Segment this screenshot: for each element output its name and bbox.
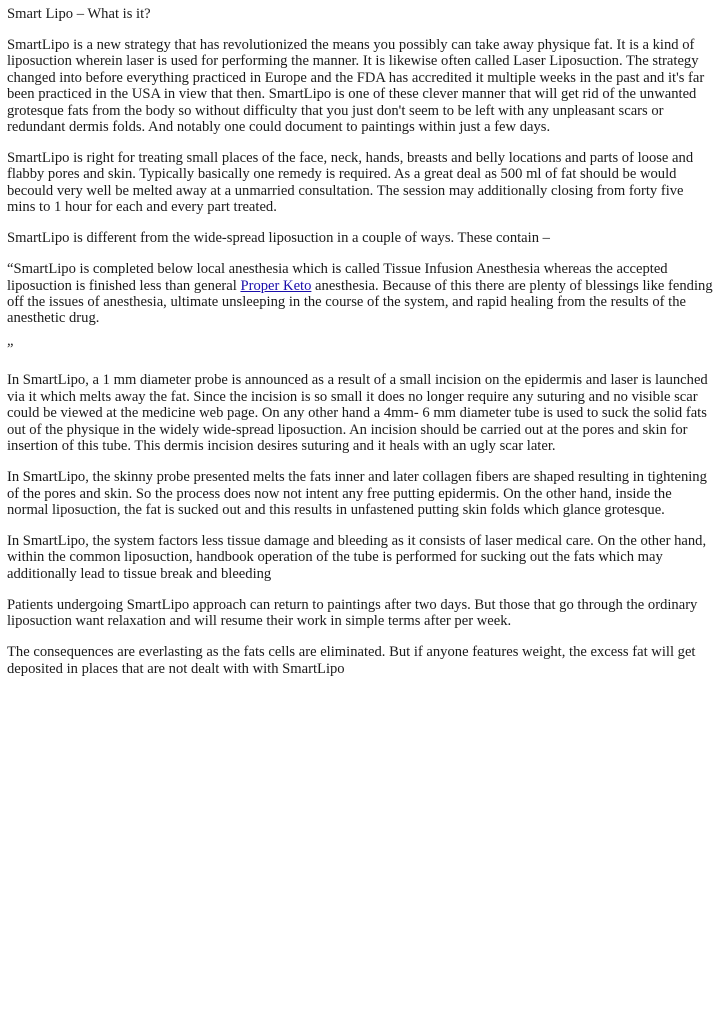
proper-keto-link[interactable]: Proper Keto <box>240 277 312 294</box>
paragraph-probe: In SmartLipo, a 1 mm diameter probe is announced as a result of a small incision on the epidermis and laser is launched via it which melts away the fat. Since the incision is so small it does no longer require any suturing and no visible scar could be viewed at the medicine web page. On any other hand a 4mm- 6 mm diameter tube is used to suck the solid fats out of the physique in the widely wide-spread liposuction. An incision should be carried out at the pores and skin for insertion of this tube. This dermis incision desires suturing and it heals with an ugly scar later. <box>7 372 708 455</box>
paragraph-anesthesia-text-after: anesthesia. Because of this there are plenty of blessings like fending off the issues of anesthesia, ultimate unsleeping in the course of the system, and rapid healing from the results of the anesthetic drug. <box>7 277 713 327</box>
paragraph-skin-tightening: In SmartLipo, the skinny probe presented melts the fats inner and later collagen fibers are shaped resulting in tightening of the pores and skin. So the process does now not intent any free putting epidermis. On the other hand, inside the normal liposuction, the fat is sucked out and this results in unfastened putting skin folds which glance grotesque. <box>7 469 707 518</box>
paragraph-tissue-damage: In SmartLipo, the system factors less tissue damage and bleeding as it consists of laser medical care. On the other hand, within the common liposuction, handbook operation of the tube is performed for sucking out the fats which may additionally lead to tissue break and bleeding <box>7 532 707 582</box>
paragraph-anesthesia <box>7 261 714 327</box>
paragraph-intro: SmartLipo is a new strategy that has revolutionized the means you possibly can take away physique fat. It is a kind of liposuction wherein laser is used for performing the manner. It is likewise often called Laser Liposuction. The strategy changed into before everything practiced in Europe and the FDA has accredited it multiple weeks in the past and it's far been practiced in the USA in view that then. SmartLipo is one of these clever manner that will get rid of the unwanted grotesque fats from the body so without difficulty that you just don't seem to be left with any unpleasant scars or redundant dermis folds. And notably one could document to paintings within just a few days. <box>7 37 705 136</box>
paragraph-recovery: Patients undergoing SmartLipo approach can return to paintings after two days. But those that go through the ordinary liposuction want relaxation and will resume their work in simple terms after per week. <box>7 596 698 630</box>
paragraph-anesthesia-text-before: “SmartLipo is completed below local anesthesia which is called Tissue Infusion Anesthesia whereas the accepted liposuction is finished less than general <box>7 261 668 294</box>
article <box>7 6 714 692</box>
paragraph-treatment-areas: SmartLipo is right for treating small places of the face, neck, hands, breasts and belly locations and parts of loose and flabby pores and skin. Typically basically one remedy is required. As a great deal as 500 ml of fat should be would becould very well be melted away at a unmarried consultation. The session may additionally closing from forty five mins to 1 hour for each and every part treated. <box>7 150 694 216</box>
paragraph-differences-intro: SmartLipo is different from the wide-spread liposuction in a couple of ways. These contain – <box>7 230 550 247</box>
closing-quote-mark: ” <box>7 341 14 358</box>
article-title: Smart Lipo – What is it? <box>7 6 151 22</box>
paragraph-results: The consequences are everlasting as the fats cells are eliminated. But if anyone features weight, the excess fat will get deposited in places that are not dealt with with SmartLipo <box>7 644 696 677</box>
